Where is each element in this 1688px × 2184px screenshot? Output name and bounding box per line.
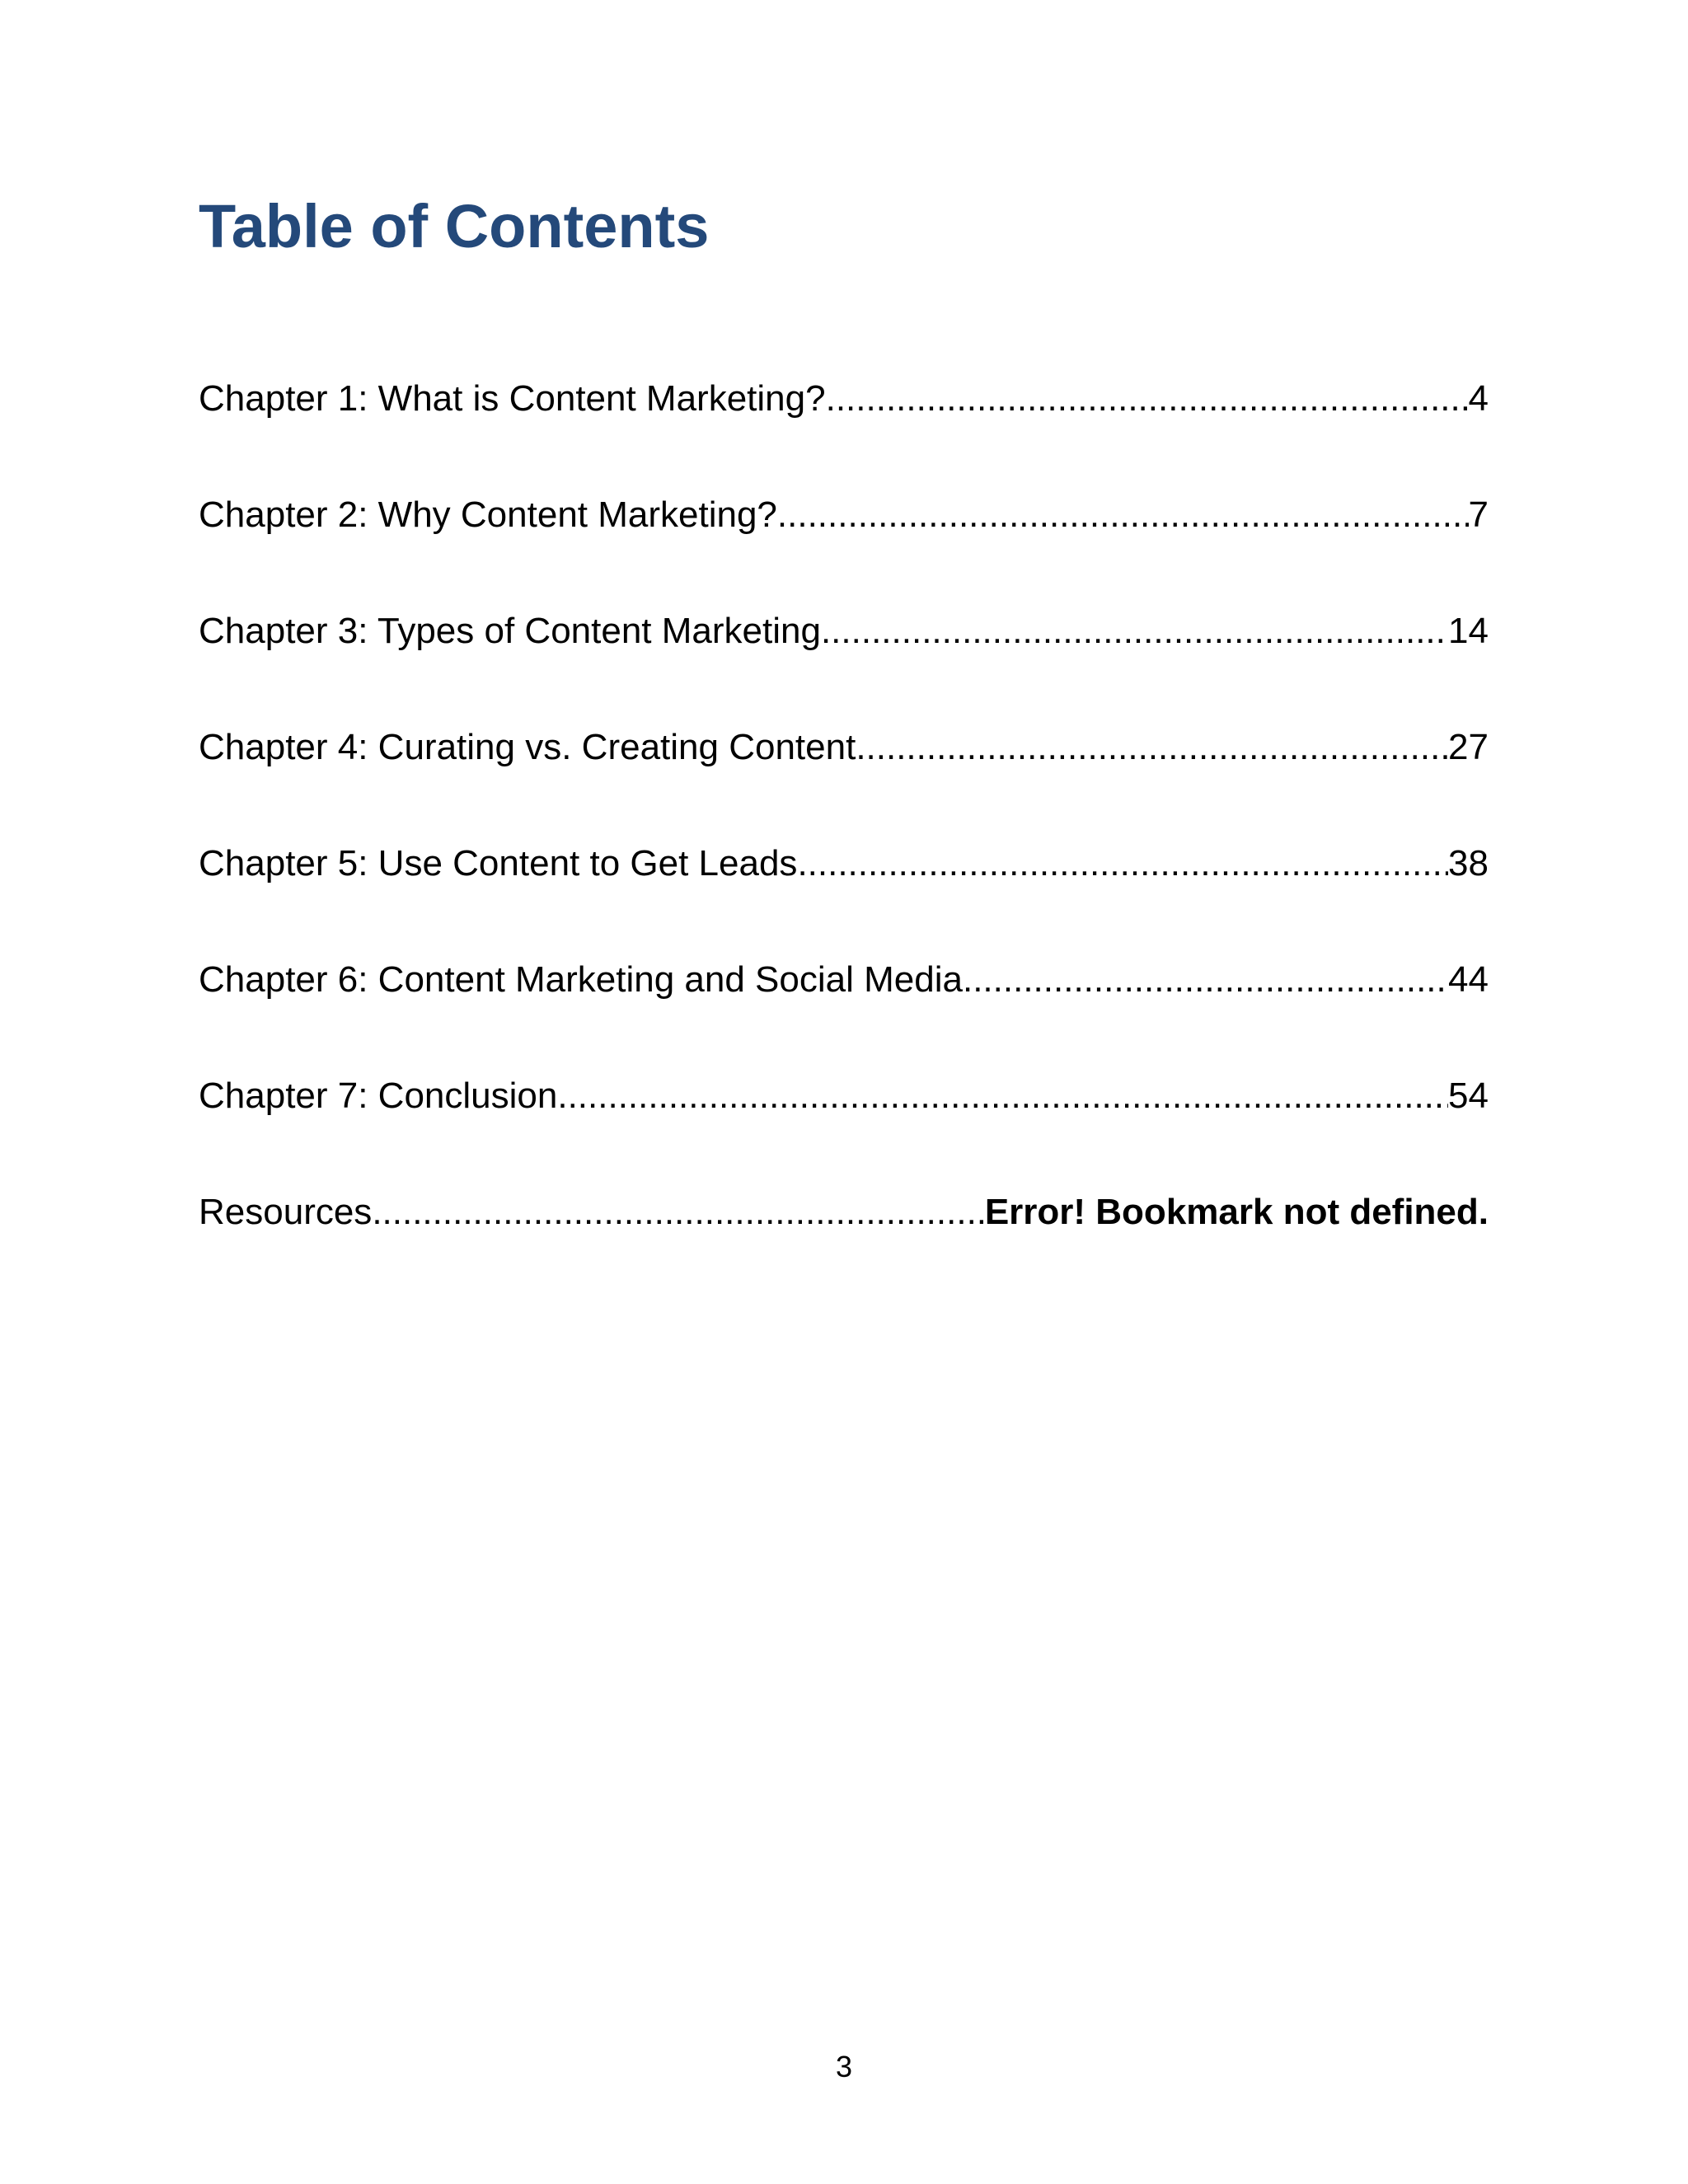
toc-entry-page: 27 [1448, 729, 1489, 767]
toc-entry-chapter-3[interactable] [199, 613, 1489, 729]
toc-entry-page: 14 [1448, 613, 1489, 651]
toc-entry-label: Chapter 3: Types of Content Marketing [199, 613, 821, 651]
dot-leader [856, 729, 1448, 766]
toc-entry-resources[interactable] [199, 1194, 1489, 1310]
toc-entry-page: 38 [1448, 846, 1489, 883]
toc-entry-label: Chapter 6: Content Marketing and Social Media [199, 962, 963, 1000]
toc-entry-label: Resources [199, 1194, 373, 1232]
toc-entry-chapter-5[interactable] [199, 846, 1489, 962]
dot-leader [826, 381, 1469, 417]
page-title: Table of Contents [199, 192, 710, 260]
toc-entry-page: 4 [1468, 381, 1489, 419]
toc-list [199, 381, 1489, 1310]
toc-entry-label: Chapter 4: Curating vs. Creating Content [199, 729, 856, 767]
toc-entry-label: Chapter 7: Conclusion [199, 1078, 558, 1116]
toc-entry-label: Chapter 5: Use Content to Get Leads [199, 846, 798, 883]
toc-entry-chapter-2[interactable] [199, 497, 1489, 613]
dot-leader [777, 497, 1469, 533]
page-number: 3 [835, 2050, 853, 2083]
dot-leader [963, 962, 1448, 998]
dot-leader [557, 1078, 1448, 1114]
toc-entry-page: 44 [1448, 962, 1489, 1000]
dot-leader [797, 846, 1448, 882]
dot-leader [821, 613, 1448, 649]
dot-leader [372, 1194, 985, 1230]
toc-entry-chapter-1[interactable] [199, 381, 1489, 497]
toc-entry-chapter-7[interactable] [199, 1078, 1489, 1194]
toc-entry-page: 54 [1448, 1078, 1489, 1116]
toc-entry-chapter-4[interactable] [199, 729, 1489, 846]
toc-entry-page: 7 [1468, 497, 1489, 535]
toc-entry-label: Chapter 1: What is Content Marketing? [199, 381, 826, 419]
toc-entry-chapter-6[interactable] [199, 962, 1489, 1078]
toc-entry-page-error: Error! Bookmark not defined. [984, 1194, 1489, 1232]
toc-entry-label: Chapter 2: Why Content Marketing? [199, 497, 777, 535]
